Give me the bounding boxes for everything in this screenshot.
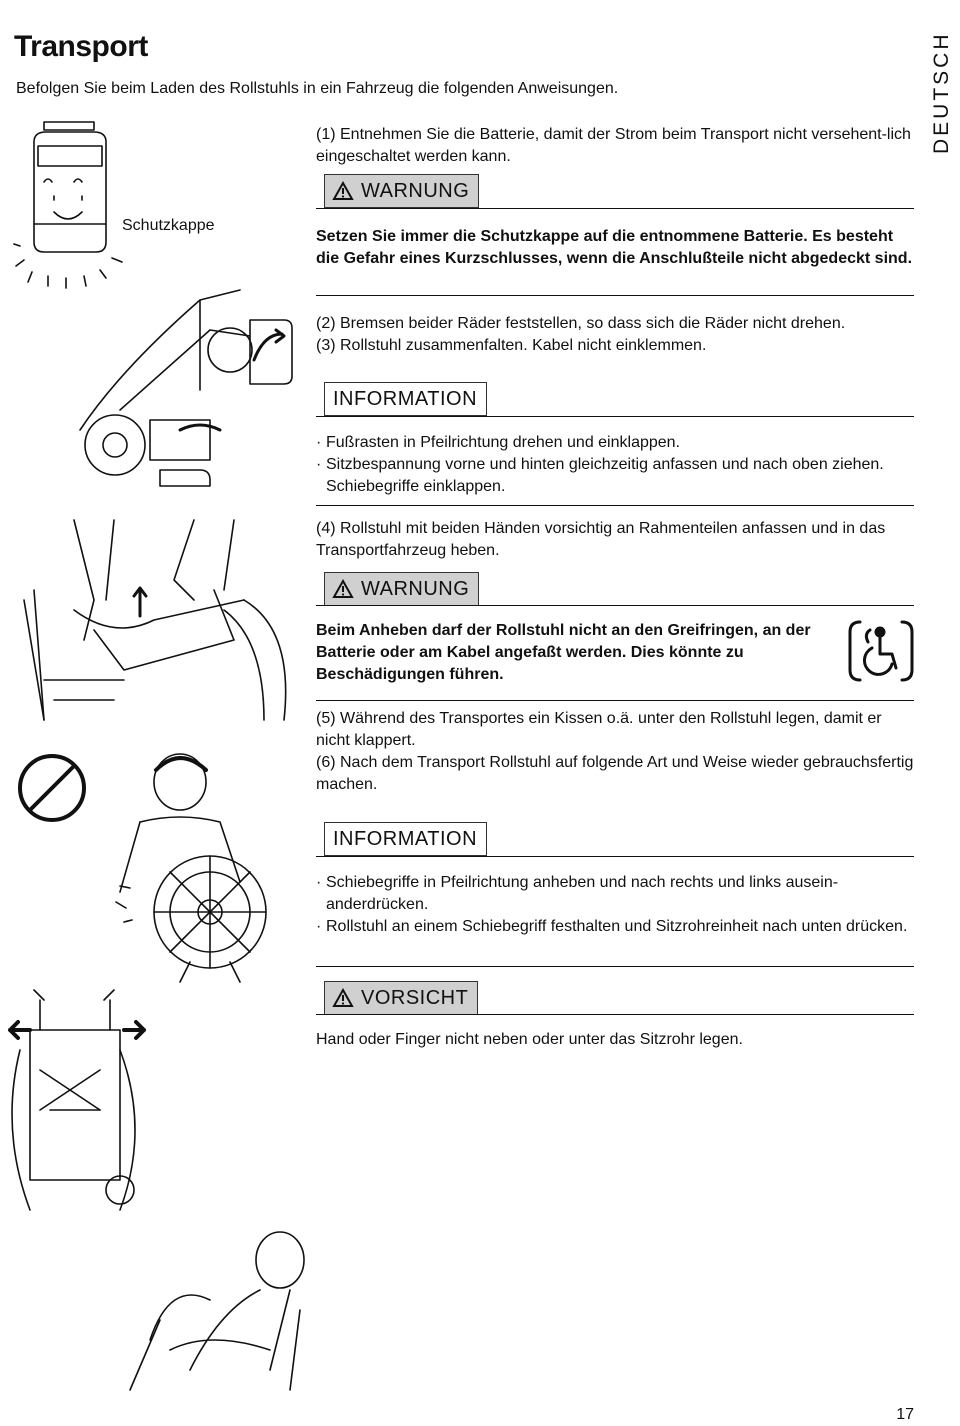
divider xyxy=(316,856,914,857)
wheelchair-grip-icon xyxy=(846,616,916,686)
warning-triangle-icon xyxy=(333,181,353,201)
warning-label-1: WARNUNG xyxy=(361,179,470,202)
info-list-2 xyxy=(316,872,914,938)
folding-illustration xyxy=(10,990,310,1390)
divider xyxy=(316,700,914,701)
warning-triangle-icon xyxy=(333,579,353,599)
warning-badge-1 xyxy=(324,174,479,208)
brake-illustration xyxy=(60,280,310,500)
step-6: (6) Nach dem Transport Rollstuhl auf folgende Art und Weise wieder gebrauchsfertig machen. xyxy=(316,754,914,793)
step-4: (4) Rollstuhl mit beiden Händen vorsichtig an Rahmenteilen anfassen und in das Transportfahrzeug heben. xyxy=(316,520,886,559)
battery-label: Schutzkappe xyxy=(122,217,215,234)
divider xyxy=(316,605,914,606)
info-label-2: INFORMATION xyxy=(333,827,478,850)
warning-triangle-icon xyxy=(333,988,353,1008)
divider xyxy=(316,416,914,417)
warning-text-1: Setzen Sie immer die Schutzkappe auf die entnommene Batterie. Es besteht die Gefahr eines Kurzschlusses, wenn die Anschlußteile nicht abgedeckt sind. xyxy=(316,228,913,267)
step-3: (3) Rollstuhl zusammenfalten. Kabel nicht einklemmen. xyxy=(316,337,707,354)
step-5: (5) Während des Transportes ein Kissen o.ä. unter den Rollstuhl legen, damit er nicht klappert. xyxy=(316,710,882,749)
divider xyxy=(316,208,914,209)
caution-label: VORSICHT xyxy=(361,986,469,1009)
info-item: · Fußrasten in Pfeilrichtung drehen und einklappen. xyxy=(316,432,914,454)
caution-text: Hand oder Finger nicht neben oder unter das Sitzrohr legen. xyxy=(316,1031,743,1048)
divider xyxy=(316,505,914,506)
intro-text: Befolgen Sie beim Laden des Rollstuhls in ein Fahrzeug die folgenden Anweisungen. xyxy=(16,80,619,97)
lift-illustration xyxy=(14,520,304,720)
info-badge-2 xyxy=(324,822,487,856)
info-item: · Schiebegriffe in Pfeilrichtung anheben und nach rechts und links ausein-anderdrücken. xyxy=(316,872,914,916)
info-label-1: INFORMATION xyxy=(333,387,478,410)
step-2: (2) Bremsen beider Räder feststellen, so dass sich die Räder nicht drehen. xyxy=(316,315,846,332)
caution-badge xyxy=(324,981,478,1015)
battery-cap-illustration xyxy=(14,112,124,292)
page-number: 17 xyxy=(896,1406,914,1423)
info-badge-1 xyxy=(324,382,487,416)
warning-label-2: WARNUNG xyxy=(361,577,470,600)
warning-text-2: Beim Anheben darf der Rollstuhl nicht an den Greifringen, an der Batterie oder am Kabel angefaßt werden. Dies könnte zu Beschädigungen führen. xyxy=(316,622,811,683)
info-list-1 xyxy=(316,432,914,498)
divider xyxy=(316,295,914,296)
wrong-lift-illustration xyxy=(100,752,300,982)
info-item: · Rollstuhl an einem Schiebegriff festhalten und Sitzrohreinheit nach unten drücken. xyxy=(316,916,914,938)
step-1: (1) Entnehmen Sie die Batterie, damit der Strom beim Transport nicht versehent-lich eingeschaltet werden kann. xyxy=(316,126,911,165)
page-title: Transport xyxy=(14,30,148,63)
warning-badge-2 xyxy=(324,572,479,606)
prohibition-icon xyxy=(16,752,88,824)
divider xyxy=(316,1014,914,1015)
info-item: · Sitzbespannung vorne und hinten gleichzeitig anfassen und nach oben ziehen. Schiebegriffe einklappen. xyxy=(316,454,914,498)
language-tab: DEUTSCH xyxy=(930,31,953,154)
divider xyxy=(316,966,914,967)
